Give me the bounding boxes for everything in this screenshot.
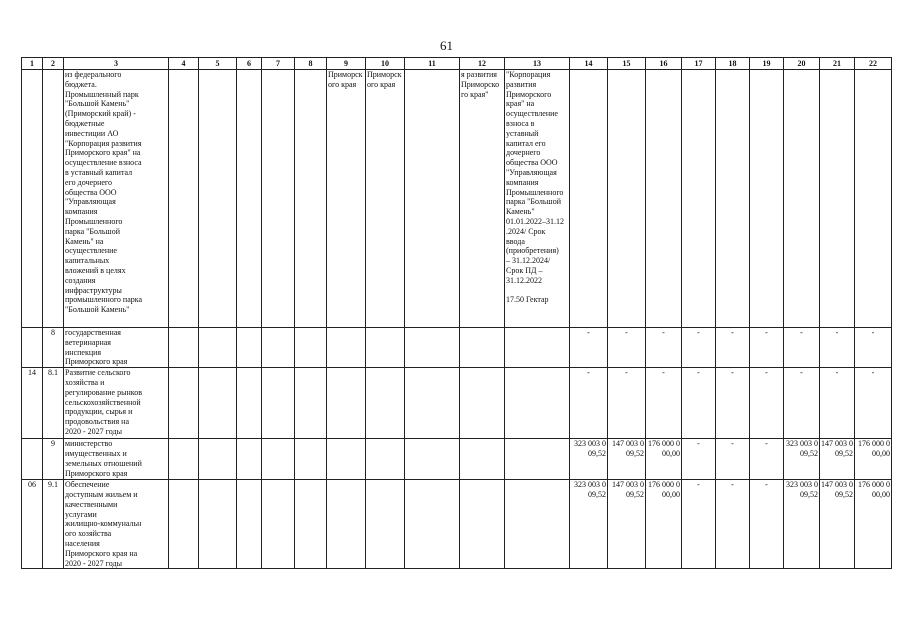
value-cell: - — [750, 439, 784, 480]
region-cell — [327, 480, 366, 569]
value-cell: 147 003 0 09,52 — [608, 480, 646, 569]
description-cell: государственная ветеринарная инспекция Приморского края — [64, 328, 169, 368]
value-cell: - — [646, 328, 682, 368]
value-cell: 147 003 0 09,52 — [820, 480, 855, 569]
row-code-cell: 8 — [43, 328, 64, 368]
table-cell — [169, 439, 199, 480]
organization-cell — [460, 480, 505, 569]
column-header: 10 — [366, 58, 405, 70]
details-cell — [505, 480, 570, 569]
value-cell: - — [750, 328, 784, 368]
table-cell — [237, 368, 262, 439]
value-cell — [855, 70, 892, 328]
column-header: 3 — [64, 58, 169, 70]
details-cell — [505, 439, 570, 480]
table-cell — [199, 439, 237, 480]
column-header: 15 — [608, 58, 646, 70]
value-cell — [820, 70, 855, 328]
value-cell: - — [608, 368, 646, 439]
row-code-cell: 9.1 — [43, 480, 64, 569]
column-header: 16 — [646, 58, 682, 70]
table-cell — [262, 480, 295, 569]
table-cell — [405, 70, 460, 328]
value-cell: - — [716, 439, 750, 480]
value-cell: 147 003 0 09,52 — [608, 439, 646, 480]
table-cell — [405, 368, 460, 439]
column-header: 7 — [262, 58, 295, 70]
details-cell: "Корпорация развития Приморского края" на осуществление взноса в уставный капитал его дочернего общества ООО "Управляющая компания Промышленного парка "Большой Камень" 01.01.2022–31.12 .2024/ Срок ввода (приобретения) – 31.12.2024/ Срок ПД – 31.12.2022 17.50 Гектар — [505, 70, 570, 328]
description-cell: Развитие сельского хозяйства и регулирование рынков сельскохозяйственной продукции, сырья и продовольствия на 2020 - 2027 годы — [64, 368, 169, 439]
column-header: 8 — [295, 58, 327, 70]
value-cell: - — [682, 368, 716, 439]
value-cell: 176 000 0 00,00 — [855, 480, 892, 569]
value-cell — [608, 70, 646, 328]
value-cell: - — [750, 480, 784, 569]
column-header: 12 — [460, 58, 505, 70]
value-cell: 323 003 0 09,52 — [784, 480, 820, 569]
row-index-cell: 06 — [22, 480, 43, 569]
column-header: 21 — [820, 58, 855, 70]
value-cell: 323 003 0 09,52 — [570, 480, 608, 569]
table-cell — [262, 70, 295, 328]
row-code-cell: 9 — [43, 439, 64, 480]
column-header: 4 — [169, 58, 199, 70]
value-cell: - — [820, 368, 855, 439]
value-cell — [750, 70, 784, 328]
column-header: 11 — [405, 58, 460, 70]
column-header: 17 — [682, 58, 716, 70]
budget-table — [21, 57, 892, 569]
row-code-cell — [43, 70, 64, 328]
table-cell — [169, 480, 199, 569]
value-cell: 176 000 0 00,00 — [646, 439, 682, 480]
table-cell — [405, 439, 460, 480]
value-cell: - — [716, 328, 750, 368]
value-cell: - — [716, 368, 750, 439]
page-number: 61 — [440, 38, 453, 53]
value-cell: 176 000 0 00,00 — [646, 480, 682, 569]
table-row — [22, 368, 892, 439]
table-row — [22, 328, 892, 368]
value-cell: - — [820, 328, 855, 368]
value-cell: - — [682, 439, 716, 480]
region-cell — [366, 439, 405, 480]
table-cell — [295, 480, 327, 569]
column-header: 5 — [199, 58, 237, 70]
value-cell: - — [784, 368, 820, 439]
table-cell — [262, 328, 295, 368]
value-cell — [570, 70, 608, 328]
region-cell — [366, 480, 405, 569]
column-header: 22 — [855, 58, 892, 70]
row-index-cell — [22, 328, 43, 368]
table-cell — [199, 368, 237, 439]
column-header: 19 — [750, 58, 784, 70]
table-row — [22, 439, 892, 480]
table-cell — [199, 480, 237, 569]
table-cell — [295, 439, 327, 480]
table-row — [22, 480, 892, 569]
table-cell — [295, 328, 327, 368]
region-cell — [327, 368, 366, 439]
value-cell: - — [682, 328, 716, 368]
organization-cell: я развития Приморско го края" — [460, 70, 505, 328]
value-cell: - — [608, 328, 646, 368]
value-cell: - — [570, 368, 608, 439]
value-cell: - — [716, 480, 750, 569]
column-header: 14 — [570, 58, 608, 70]
organization-cell — [460, 368, 505, 439]
row-index-cell: 14 — [22, 368, 43, 439]
row-index-cell — [22, 70, 43, 328]
row-index-cell — [22, 439, 43, 480]
table-cell — [169, 70, 199, 328]
value-cell: - — [784, 328, 820, 368]
value-cell — [716, 70, 750, 328]
value-cell: - — [855, 368, 892, 439]
description-cell: министерство имущественных и земельных отношений Приморского края — [64, 439, 169, 480]
organization-cell — [460, 328, 505, 368]
details-cell — [505, 368, 570, 439]
table-cell — [237, 328, 262, 368]
table-cell — [199, 70, 237, 328]
table-row — [22, 70, 892, 328]
table-cell — [237, 439, 262, 480]
table-cell — [262, 439, 295, 480]
value-cell — [646, 70, 682, 328]
value-cell: - — [750, 368, 784, 439]
value-cell: 176 000 0 00,00 — [855, 439, 892, 480]
table-cell — [237, 480, 262, 569]
value-cell: - — [682, 480, 716, 569]
table-cell — [295, 70, 327, 328]
column-header: 9 — [327, 58, 366, 70]
table-cell — [169, 368, 199, 439]
table-cell — [199, 328, 237, 368]
table-cell — [405, 328, 460, 368]
table-cell — [237, 70, 262, 328]
value-cell: - — [646, 368, 682, 439]
row-code-cell: 8.1 — [43, 368, 64, 439]
organization-cell — [460, 439, 505, 480]
value-cell: - — [855, 328, 892, 368]
value-cell: - — [570, 328, 608, 368]
column-header: 18 — [716, 58, 750, 70]
column-header: 6 — [237, 58, 262, 70]
details-cell — [505, 328, 570, 368]
region-cell: Приморск ого края — [327, 70, 366, 328]
region-cell — [327, 328, 366, 368]
column-header: 20 — [784, 58, 820, 70]
value-cell: 323 003 0 09,52 — [570, 439, 608, 480]
table-cell — [169, 328, 199, 368]
value-cell: 323 003 0 09,52 — [784, 439, 820, 480]
region-cell: Приморск ого края — [366, 70, 405, 328]
column-header: 1 — [22, 58, 43, 70]
region-cell — [366, 368, 405, 439]
column-header: 13 — [505, 58, 570, 70]
value-cell — [784, 70, 820, 328]
column-header: 2 — [43, 58, 64, 70]
table-cell — [262, 368, 295, 439]
table-cell — [405, 480, 460, 569]
region-cell — [327, 439, 366, 480]
description-cell: из федерального бюджета. Промышленный парк "Большой Камень" (Приморский край) - бюджетные инвестиции АО "Корпорация развития Приморского края" на осуществление взноса в уставный капитал его дочернего общества ООО "Управляющая компания Промышленного парка "Большой Камень" на осуществление капитальных вложений в целях создания инфраструктуры промышленного парка "Большой Камень" — [64, 70, 169, 328]
value-cell: 147 003 0 09,52 — [820, 439, 855, 480]
table-header-row — [22, 58, 892, 70]
table-cell — [295, 368, 327, 439]
region-cell — [366, 328, 405, 368]
value-cell — [682, 70, 716, 328]
description-cell: Обеспечение доступным жильем и качественными услугами жилищно-коммунальн ого хозяйства населения Приморского края на 2020 - 2027 годы — [64, 480, 169, 569]
